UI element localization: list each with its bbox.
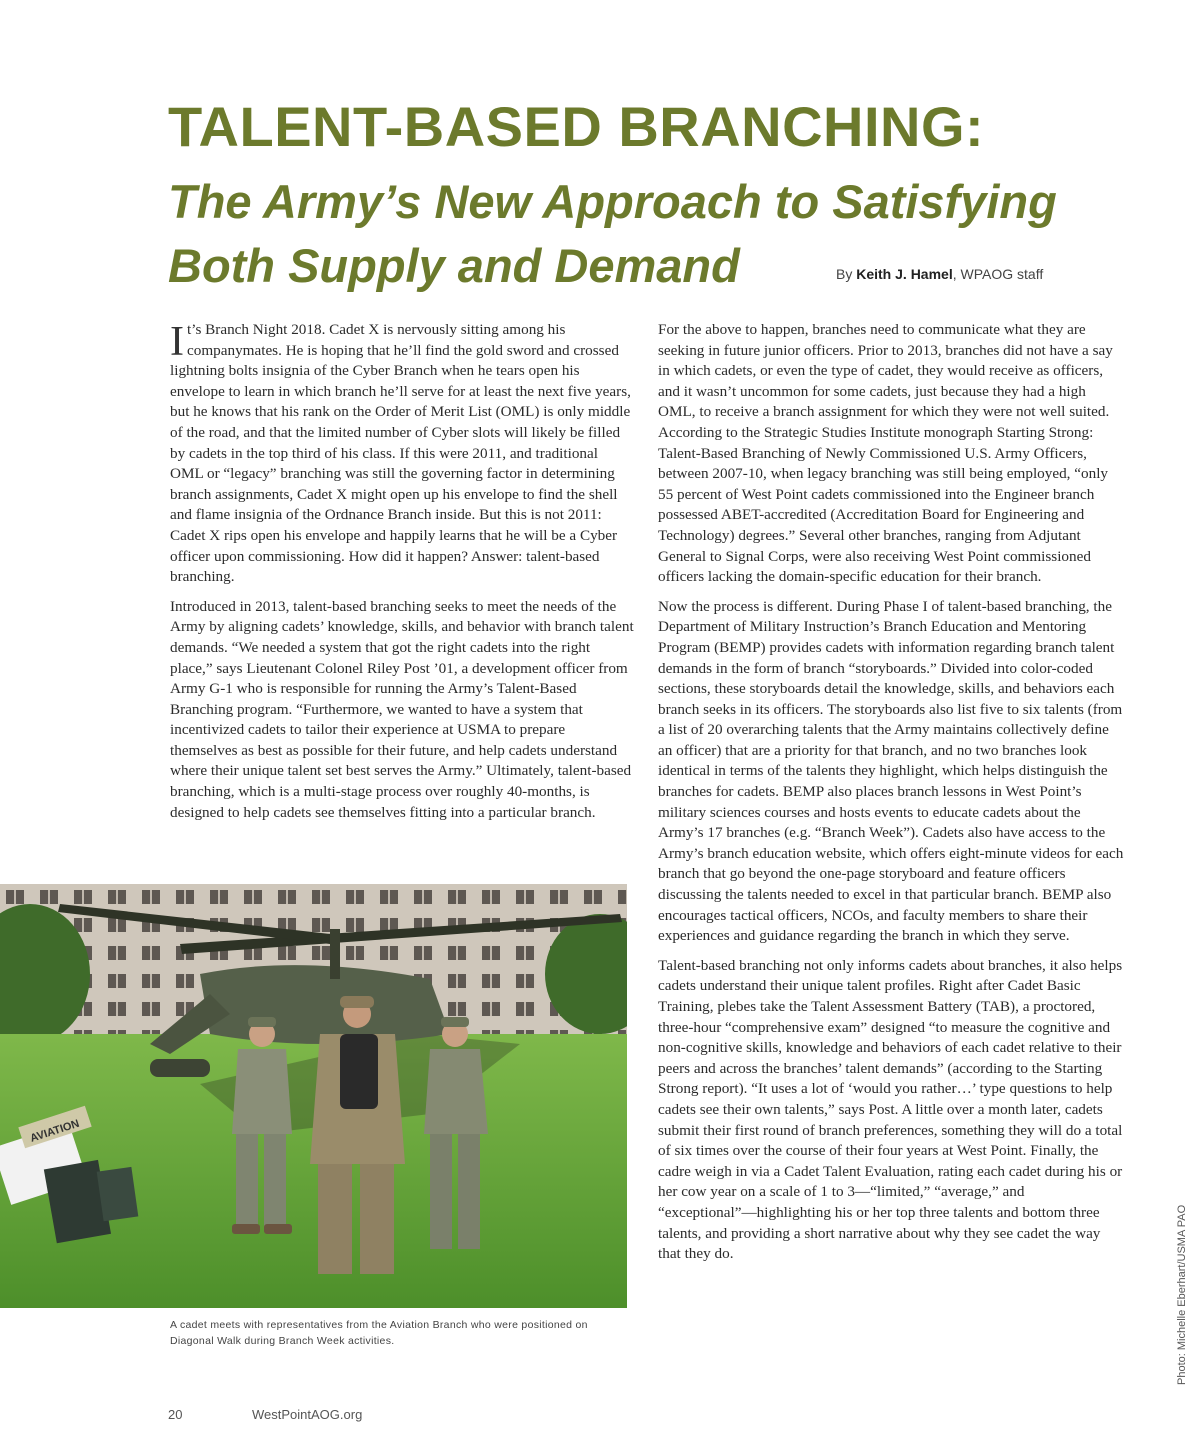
page-number: 20 bbox=[168, 1407, 183, 1422]
paragraph: Now the process is different. During Phase I of talent-based branching, the Department of Military Instruction’s Branch Education and Mentoring Program (BEMP) provides cadets with information regarding branch talent demands in the form of branch “storyboards.” Divided into color-coded sections, these storyboards detail the knowledge, skills, and behaviors each branch seeks in its officers. The storyboards also list five to six talents (from a list of 20 overarching talents that the Army maintains collectively define an officer) that are a priority for that branch, and no two branches look identical in terms of the talents they highlight, which helps distinguish the branches for cadets. BEMP also places branch lessons in West Point’s military sciences courses and hosts events to educate cadets about the Army’s 17 branches (e.g. “Branch Week”). Cadets also have access to the Army’s branch education website, which offers eight-minute videos for each branch that go beyond the one-page storyboard and feature officers discussing the talents needed to excel in that particular branch. BEMP also encourages tactical officers, NCOs, and faculty members to share their experiences and guidance regarding the branch in which they serve. bbox=[658, 597, 1124, 945]
sign-text: AVIATION bbox=[28, 1117, 81, 1145]
body-column-left bbox=[170, 320, 634, 832]
paragraph: Introduced in 2013, talent-based branching seeks to meet the needs of the Army by aligning cadets’ knowledge, skills, and behavior with branch talent demands. “We needed a system that got the right cadets into the right place,” says Lieutenant Colonel Riley Post ’01, a development officer from Army G-1 who is responsible for running the Army’s Talent-Based Branching program. “Furthermore, we wanted to have a system that incentivized cadets to tailor their experience at USMA to prepare themselves as best as possible for their future, and help cadets understand where their unique talent set best serves the Army.” Ultimately, talent-based branching, which is a multi-stage process over roughly 40-months, is designed to help cadets see themselves fitting into a particular branch. bbox=[170, 597, 634, 821]
byline-author: Keith J. Hamel bbox=[856, 266, 953, 282]
byline bbox=[836, 266, 1043, 282]
photo-credit: Photo: Michelle Eberhart/USMA PAO bbox=[1176, 1204, 1188, 1385]
body-column-right bbox=[658, 320, 1124, 1274]
byline-prefix: By bbox=[836, 266, 853, 282]
article-photo bbox=[0, 884, 627, 1308]
site-url: WestPointAOG.org bbox=[252, 1407, 363, 1422]
paragraph: For the above to happen, branches need to communicate what they are seeking in future junior officers. Prior to 2013, branches did not have a say in which cadets, or even the type of cadet, they would receive as officers, and it wasn’t uncommon for some cadets, just because they had a high OML, to receive a branch assignment for which they were not well suited. According to the Strategic Studies Institute monograph Starting Strong: Talent-Based Branching of Newly Commissioned U.S. Army Officers, between 2007-10, when legacy branching was still being employed, “only 55 percent of West Point cadets commissioned into the Engineer branch possessed ABET-accredited (Accreditation Board for Engineering and Technology) degrees.” Several other branches, ranging from Adjutant General to Signal Corps, were also receiving West Point commissioned officers lacking the domain-specific education for their branch. bbox=[658, 321, 1113, 586]
drop-cap: I bbox=[170, 319, 184, 365]
photo-illustration bbox=[0, 884, 627, 1308]
paragraph-text: t’s Branch Night 2018. Cadet X is nervously sitting among his companymates. He is hoping that he’ll find the gold sword and crossed lightning bolts insignia of the Cyber Branch when he tears open his envelope to learn in which branch he’ll serve for at least the next five years, but he knows that his rank on the Order of Merit List (OML) is only middle of the road, and that the limited number of Cyber slots will likely be filled by cadets in the top third of his class. If this were 2011, and traditional OML or “legacy” branching was still the governing factor in determining branch assignments, Cadet X might open up his envelope to find the shell and flame insignia of the Ordnance Branch inside. But this is not 2011: Cadet X rips open his envelope and happily learns that he will be a Cyber officer upon commissioning. How did it happen? Answer: talent-based branching. bbox=[170, 321, 631, 586]
article-title: TALENT-BASED BRANCHING: bbox=[168, 95, 985, 158]
paragraph: Talent-based branching not only informs cadets about branches, it also helps cadets understand their unique talent profiles. Right after Cadet Basic Training, plebes take the Talent Assessment Battery (TAB), a proctored, three-hour “comprehensive exam” designed “to measure the cognitive and non-cognitive skills, knowledge and behaviors of each cadet relative to their peers and across the branches’ talent demands” (according to the Starting Strong report). “It uses a lot of ‘would you rather…’ type questions to help cadets see their own talents,” says Post. A little over a month later, cadets submit their first round of branch preferences, something they will do a total of six times over the course of their four years at West Point. Finally, the cadre weigh in via a Cadet Talent Evaluation, rating each cadet during his or her cow year on a scale of 1 to 3—“limited,” “average,” and “exceptional”—highlighting his or her top three talents and bottom three talents, and providing a short narrative about why they see cadet the way that they do. bbox=[658, 956, 1123, 1263]
article-subtitle: The Army’s New Approach to Satisfying Both Supply and Demand bbox=[168, 175, 1057, 292]
photo-caption: A cadet meets with representatives from the Aviation Branch who were positioned on Diagonal Walk during Branch Week activities. bbox=[170, 1319, 588, 1347]
byline-suffix: , WPAOG staff bbox=[952, 266, 1044, 282]
paragraph bbox=[170, 320, 634, 588]
